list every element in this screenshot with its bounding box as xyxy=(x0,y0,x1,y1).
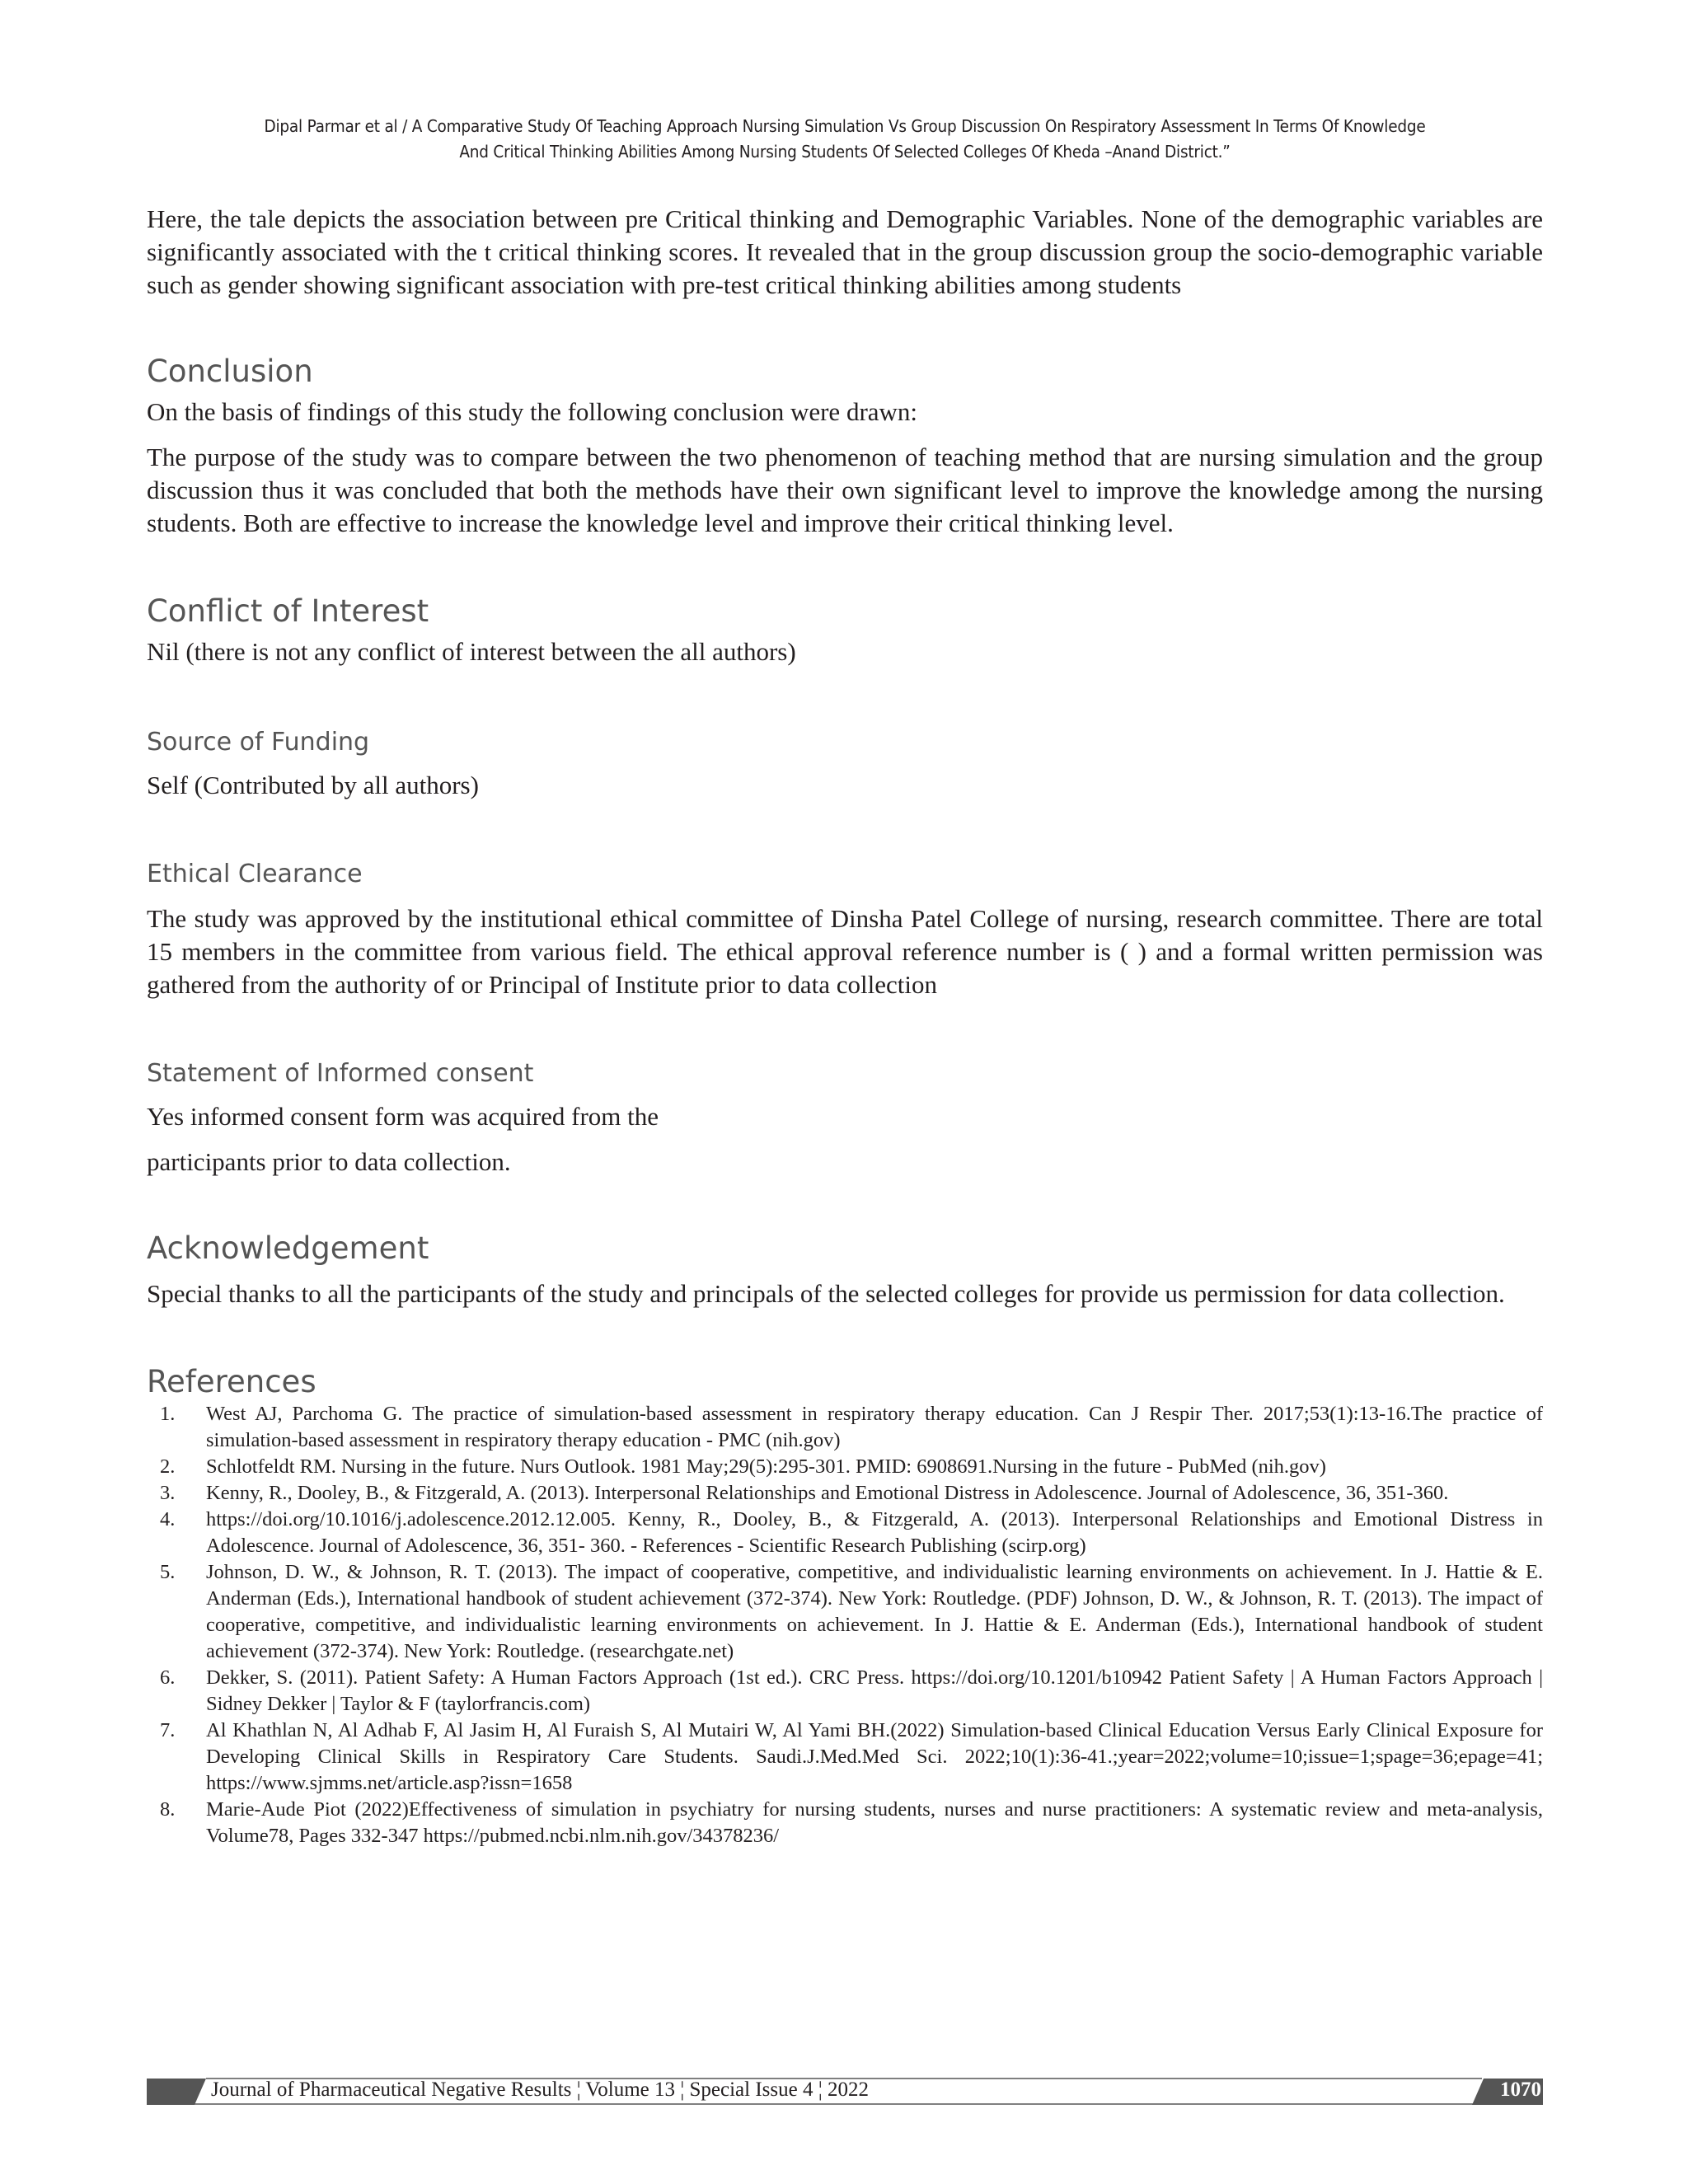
reference-text: https://doi.org/10.1016/j.adolescence.2012.12.005. Kenny, R., Dooley, B., & Fitzgerald, A. (2013). Interpersonal Relationships and Emotional Distress in Adolescence. Journal of Adolescence, 36, 351- 360. - References - Scientific Research Publishing (scirp.org) xyxy=(206,1508,1543,1557)
consent-heading: Statement of Informed consent xyxy=(147,1059,534,1088)
running-header-line-2: And Critical Thinking Abilities Among Nursing Students Of Selected Colleges Of Kheda –Anand District.” xyxy=(459,142,1231,162)
acknowledgement-text: Special thanks to all the participants of the study and principals of the selected colleges for provide us permission for data collection. xyxy=(147,1279,1505,1308)
reference-text: Johnson, D. W., & Johnson, R. T. (2013). The impact of cooperative, competitive, and individualistic learning environments on achievement. In J. Hattie & E. Anderman (Eds.), International handbook of student achievement (372-374). New York: Routledge. (PDF) Johnson, D. W., & Johnson, R. T. (2013). The impact of cooperative, competitive, and individualistic learning environments on achievement. In J. Hattie & E. Anderman (Eds.), International handbook of student achievement (372-374). New York: Routledge. (researchgate.net) xyxy=(206,1561,1543,1662)
conflict-text: Nil (there is not any conflict of interest between the all authors) xyxy=(147,637,796,666)
reference-text: Marie-Aude Piot (2022)Effectiveness of simulation in psychiatry for nursing students, nurses and nurse practitioners: A systematic review and meta-analysis, Volume78, Pages 332-347 https://pubmed.ncbi.nlm.nih.gov/34378236/ xyxy=(206,1798,1543,1847)
reference-number: 6. xyxy=(160,1666,176,1689)
running-header xyxy=(148,114,1541,165)
page-footer xyxy=(147,2075,1543,2105)
funding-text: Self (Contributed by all authors) xyxy=(147,771,479,799)
reference-number: 5. xyxy=(160,1561,176,1583)
article-body xyxy=(147,203,1543,1849)
conflict-heading: Conflict of Interest xyxy=(147,593,429,629)
reference-item xyxy=(147,1454,1543,1480)
references-heading: References xyxy=(147,1364,316,1399)
ethics-heading: Ethical Clearance xyxy=(147,860,363,888)
reference-text: Dekker, S. (2011). Patient Safety: A Human Factors Approach (1st ed.). CRC Press. https://doi.org/10.1201/b10942 Patient Safety | A Human Factors Approach | Sidney Dekker | Taylor & F (taylorfrancis.com) xyxy=(206,1666,1543,1715)
conclusion-heading: Conclusion xyxy=(147,354,313,389)
acknowledgement-heading: Acknowledgement xyxy=(147,1230,429,1266)
reference-text: West AJ, Parchoma G. The practice of simulation-based assessment in respiratory therapy education. Can J Respir Ther. 2017;53(1):13-16.The practice of simulation-based assessment in respiratory therapy education - PMC (nih.gov) xyxy=(206,1403,1543,1451)
reference-item xyxy=(147,1797,1543,1849)
reference-text: Schlotfeldt RM. Nursing in the future. Nurs Outlook. 1981 May;29(5):295-301. PMID: 6908691.Nursing in the future - PubMed (nih.gov) xyxy=(206,1455,1326,1478)
consent-line-2: participants prior to data collection. xyxy=(147,1147,511,1176)
reference-number: 8. xyxy=(160,1798,176,1821)
reference-item xyxy=(147,1665,1543,1718)
reference-number: 7. xyxy=(160,1719,176,1741)
reference-number: 4. xyxy=(160,1508,176,1530)
conclusion-intro: On the basis of findings of this study the following conclusion were drawn: xyxy=(147,397,918,426)
consent-line-1: Yes informed consent form was acquired from the xyxy=(147,1102,659,1131)
conclusion-paragraph: The purpose of the study was to compare between the two phenomenon of teaching method that are nursing simulation and the group discussion thus it was concluded that both the methods have their own significant level to improve the knowledge among the nursing students. Both are effective to increase the knowledge level and improve their critical thinking level. xyxy=(147,443,1543,537)
reference-number: 1. xyxy=(160,1403,176,1425)
footer-journal-info: Journal of Pharmaceutical Negative Results ¦ Volume 13 ¦ Special Issue 4 ¦ 2022 xyxy=(211,2079,869,2101)
reference-number: 2. xyxy=(160,1455,176,1478)
running-header-line-1: Dipal Parmar et al / A Comparative Study Of Teaching Approach Nursing Simulation Vs Group Discussion On Respiratory Assessment In Terms Of Knowledge xyxy=(264,116,1426,136)
reference-item xyxy=(147,1559,1543,1665)
intro-paragraph: Here, the tale depicts the association between pre Critical thinking and Demographic Variables. None of the demographic variables are significantly associated with the t critical thinking scores. It revealed that in the group discussion group the socio-demographic variable such as gender showing significant association with pre-test critical thinking abilities among students xyxy=(147,204,1543,299)
reference-number: 3. xyxy=(160,1482,176,1504)
reference-text: Kenny, R., Dooley, B., & Fitzgerald, A. (2013). Interpersonal Relationships and Emotional Distress in Adolescence. Journal of Adolescence, 36, 351-360. xyxy=(206,1482,1449,1504)
reference-item xyxy=(147,1401,1543,1454)
reference-item xyxy=(147,1480,1543,1507)
page-number: 1070 xyxy=(1500,2079,1541,2101)
reference-text: Al Khathlan N, Al Adhab F, Al Jasim H, Al Furaish S, Al Mutairi W, Al Yami BH.(2022) Simulation-based Clinical Education Versus Early Clinical Exposure for Developing Clinical Skills in Respiratory Care Students. Saudi.J.Med.Med Sci. 2022;10(1):36-41.;year=2022;volume=10;issue=1;spage=36;epage=41; https://www.sjmms.net/article.asp?issn=1658 xyxy=(206,1719,1543,1794)
reference-item xyxy=(147,1507,1543,1559)
ethics-text: The study was approved by the institutional ethical committee of Dinsha Patel College of nursing, research committee. There are total 15 members in the committee from various field. The ethical approval reference number is ( ) and a formal written permission was gathered from the authority of or Principal of Institute prior to data collection xyxy=(147,904,1543,999)
funding-heading: Source of Funding xyxy=(147,728,370,757)
references-list xyxy=(147,1401,1543,1849)
reference-item xyxy=(147,1718,1543,1797)
